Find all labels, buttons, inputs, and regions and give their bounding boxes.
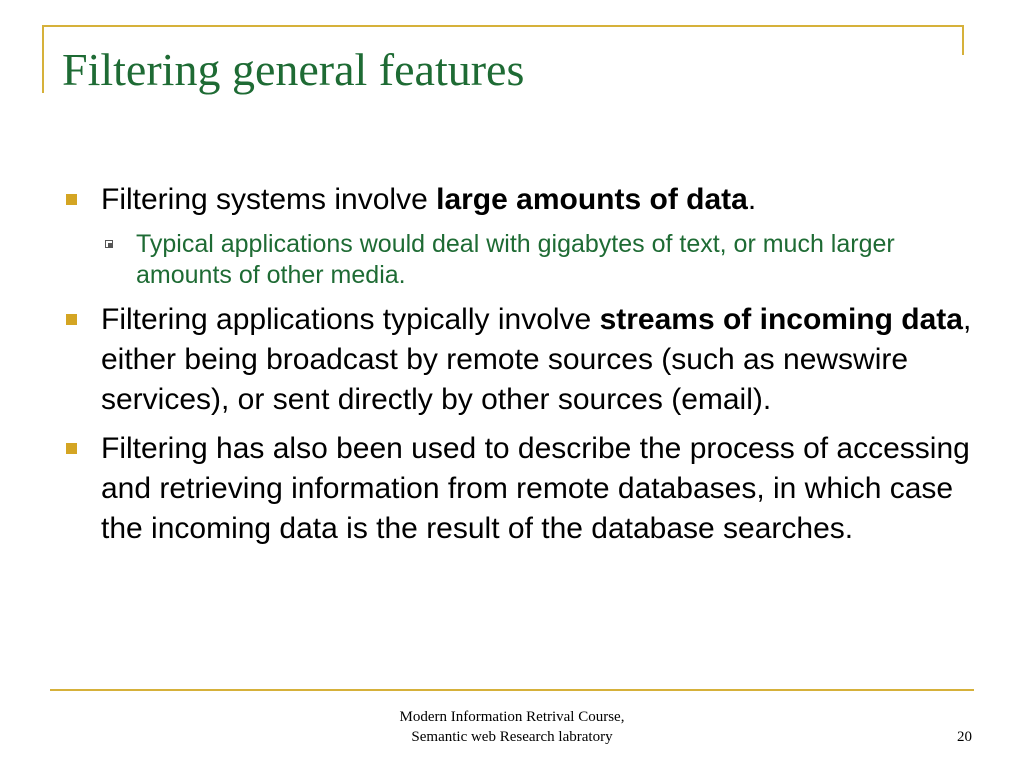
square-bullet-icon (66, 194, 77, 205)
square-bullet-icon (66, 314, 77, 325)
footer-divider (50, 689, 974, 691)
square-bullet-icon (66, 443, 77, 454)
bullet-1-suffix: . (747, 183, 757, 216)
frame-left-line (42, 25, 44, 93)
hollow-square-bullet-icon (105, 240, 113, 248)
footer-credit (312, 707, 712, 747)
sub-bullet-item-1 (64, 229, 974, 291)
bullet-2-text: Filtering applications typically involve (101, 303, 600, 336)
slide-title: Filtering general features (62, 44, 525, 95)
bullet-2-emphasis: streams of incoming data (599, 303, 963, 336)
bullet-item-2 (64, 300, 974, 420)
frame-top-line (42, 25, 964, 27)
slide-content (64, 180, 974, 558)
frame-right-line (962, 25, 964, 55)
footer-line-2: Semantic web Research labratory (411, 729, 613, 745)
bullet-1-text: Filtering systems involve (101, 183, 437, 216)
sub-bullet-text-1: Typical applications would deal with gigabytes of text, or much larger amounts of other media. (136, 230, 895, 289)
page-number: 20 (957, 729, 972, 745)
bullet-text-2 (101, 300, 974, 420)
bullet-2-suffix: , either being broadcast by remote sources (such as newswire services), or sent directly by other sources (email). (101, 303, 972, 416)
bullet-item-3 (64, 429, 974, 549)
bullet-text-1 (101, 180, 974, 220)
footer-line-1: Modern Information Retrival Course, (399, 709, 625, 725)
bullet-item-1 (64, 180, 974, 220)
bullet-1-emphasis: large amounts of data (436, 183, 748, 216)
bullet-text-3: Filtering has also been used to describe the process of accessing and retrieving information from remote databases, in which case the incoming data is the result of the database searches. (101, 432, 970, 545)
